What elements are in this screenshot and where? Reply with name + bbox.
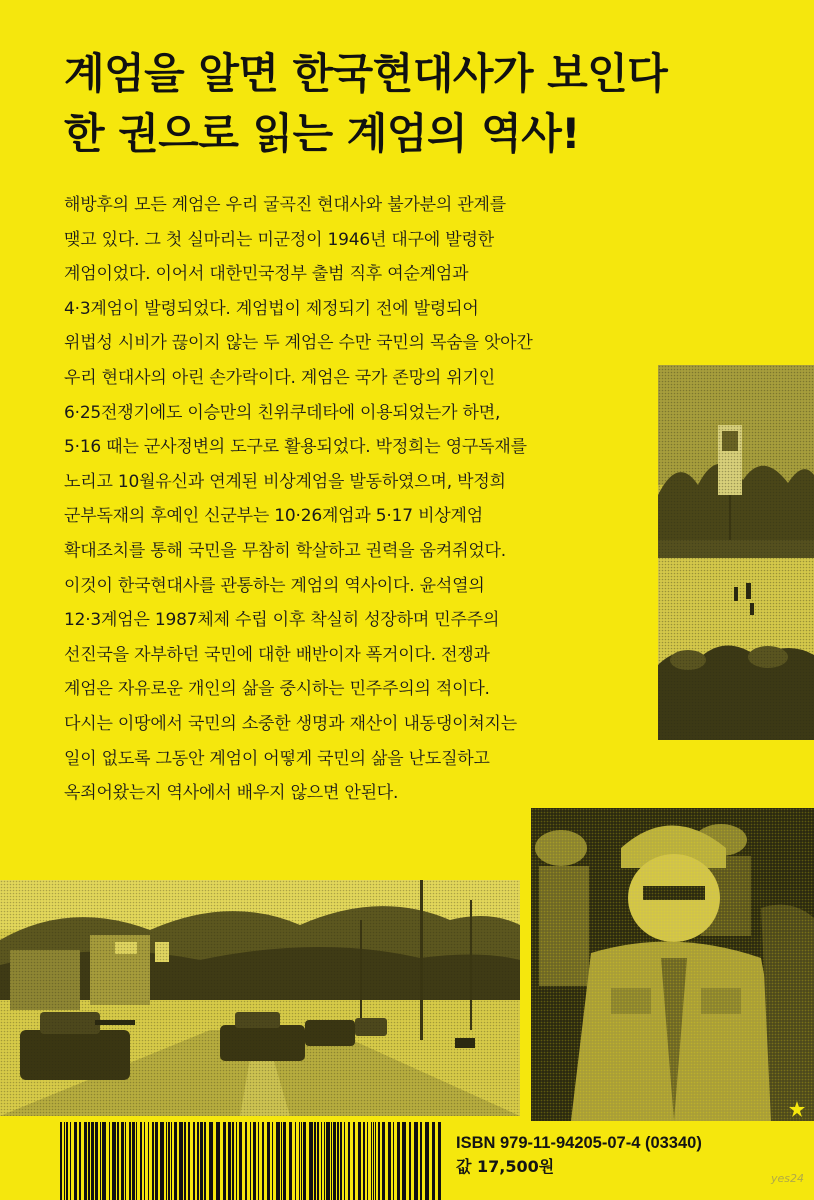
barcode-bar xyxy=(193,1122,195,1200)
barcode-bar xyxy=(420,1122,422,1200)
barcode-bar xyxy=(295,1122,296,1200)
body-line: 6·25전쟁기에도 이승만의 친위쿠데타에 이용되었는가 하면, xyxy=(64,402,501,423)
barcode-bar xyxy=(184,1122,186,1200)
barcode-bar xyxy=(353,1122,355,1200)
barcode-bar xyxy=(326,1122,330,1200)
barcode-bar xyxy=(388,1122,391,1200)
barcode xyxy=(56,1122,446,1200)
barcode-bar xyxy=(188,1122,190,1200)
body-line: 다시는 이땅에서 국민의 소중한 생명과 재산이 내동댕이쳐지는 xyxy=(64,713,517,734)
price-label: 값 17,500원 xyxy=(456,1157,555,1176)
barcode-bar xyxy=(348,1122,350,1200)
barcode-bar xyxy=(200,1122,203,1200)
barcode-bar xyxy=(112,1122,116,1200)
body-line: 이것이 한국현대사를 관통하는 계엄의 역사이다. 윤석열의 xyxy=(64,575,485,596)
barcode-bar xyxy=(171,1122,172,1200)
barcode-bar xyxy=(232,1122,234,1200)
barcode-bar xyxy=(250,1122,251,1200)
barcode-bar xyxy=(393,1122,394,1200)
barcode-bar xyxy=(324,1122,325,1200)
barcode-bar xyxy=(152,1122,154,1200)
barcode-bar xyxy=(289,1122,292,1200)
barcode-bar xyxy=(382,1122,385,1200)
barcode-bar xyxy=(245,1122,247,1200)
barcode-bar xyxy=(340,1122,342,1200)
barcode-bar xyxy=(371,1122,372,1200)
barcode-bar xyxy=(301,1122,302,1200)
body-line: 선진국을 자부하던 국민에 대한 배반이자 폭거이다. 전쟁과 xyxy=(64,644,490,665)
barcode-bar xyxy=(397,1122,400,1200)
barcode-bar xyxy=(331,1122,332,1200)
tanks-photo xyxy=(0,880,520,1116)
barcode-bar xyxy=(136,1122,137,1200)
barcode-bar xyxy=(303,1122,306,1200)
barcode-bar xyxy=(64,1122,65,1200)
barcode-bar xyxy=(438,1122,441,1200)
barcode-bar xyxy=(148,1122,149,1200)
barcode-bar xyxy=(321,1122,322,1200)
body-line: 5·16 때는 군사정변의 도구로 활용되었다. 박정희는 영구독재를 xyxy=(64,437,527,458)
barcode-bar xyxy=(337,1122,339,1200)
barcode-bar xyxy=(95,1122,98,1200)
body-line: 일이 없도록 그동안 계엄이 어떻게 국민의 삶을 난도질하고 xyxy=(64,748,490,769)
barcode-bar xyxy=(276,1122,280,1200)
barcode-bar xyxy=(344,1122,345,1200)
rally-photo xyxy=(658,365,814,740)
barcode-bar xyxy=(204,1122,206,1200)
body-line: 맺고 있다. 그 첫 실마리는 미군정이 1946년 대구에 발령한 xyxy=(64,229,494,250)
barcode-bar xyxy=(358,1122,361,1200)
barcode-bar xyxy=(299,1122,300,1200)
body-line: 계엄은 자유로운 개인의 삶을 중시하는 민주주의의 적이다. xyxy=(64,679,490,700)
barcode-bar xyxy=(102,1122,106,1200)
headline-line-1: 계엄을 알면 한국현대사가 보인다 xyxy=(64,49,668,98)
body-line: 노리고 10월유신과 연계된 비상계엄을 발동하였으며, 박정희 xyxy=(64,471,506,492)
barcode-bar xyxy=(253,1122,256,1200)
barcode-bar xyxy=(140,1122,142,1200)
barcode-bar xyxy=(228,1122,231,1200)
barcode-bar xyxy=(209,1122,213,1200)
body-line: 확대조치를 통해 국민을 무참히 학살하고 권력을 움켜쥐었다. xyxy=(64,540,506,561)
barcode-bar xyxy=(125,1122,126,1200)
headline-line-2: 한 권으로 읽는 계엄의 역사! xyxy=(64,109,580,158)
barcode-bar xyxy=(239,1122,242,1200)
barcode-bar xyxy=(74,1122,77,1200)
barcode-bar xyxy=(84,1122,87,1200)
watermark: yes24 xyxy=(770,1172,804,1185)
barcode-bar xyxy=(179,1122,183,1200)
barcode-bar xyxy=(174,1122,177,1200)
body-line: 12·3계엄은 1987체제 수립 이후 착실히 성장하며 민주주의 xyxy=(64,610,500,631)
barcode-bar xyxy=(281,1122,282,1200)
barcode-bar xyxy=(267,1122,270,1200)
barcode-bar xyxy=(425,1122,429,1200)
barcode-bar xyxy=(432,1122,435,1200)
barcode-bar xyxy=(414,1122,418,1200)
barcode-bar xyxy=(197,1122,199,1200)
barcode-bar xyxy=(129,1122,131,1200)
body-line: 군부독재의 후예인 신군부는 10·26계엄과 5·17 비상계엄 xyxy=(64,506,483,527)
barcode-bar xyxy=(121,1122,124,1200)
barcode-bar xyxy=(333,1122,336,1200)
barcode-bar xyxy=(375,1122,376,1200)
barcode-bar xyxy=(283,1122,286,1200)
barcode-bar xyxy=(166,1122,167,1200)
barcode-bar xyxy=(155,1122,158,1200)
barcode-bar xyxy=(373,1122,374,1200)
barcode-bar xyxy=(100,1122,101,1200)
body-line: 우리 현대사의 아린 손가락이다. 계엄은 국가 존망의 위기인 xyxy=(64,367,495,388)
barcode-bar xyxy=(402,1122,406,1200)
barcode-bar xyxy=(409,1122,411,1200)
headline xyxy=(64,44,764,164)
barcode-bar xyxy=(367,1122,368,1200)
body-line: 4·3계엄이 발령되었다. 계엄법이 제정되기 전에 발령되어 xyxy=(64,298,479,319)
barcode-bar xyxy=(262,1122,264,1200)
barcode-bar xyxy=(378,1122,380,1200)
body-line: 위법성 시비가 끊이지 않는 두 계엄은 수만 국민의 목숨을 앗아간 xyxy=(64,333,533,354)
barcode-bar xyxy=(66,1122,68,1200)
barcode-bar xyxy=(160,1122,164,1200)
barcode-bar xyxy=(223,1122,226,1200)
soldiers-photo xyxy=(531,808,814,1121)
barcode-bar xyxy=(216,1122,220,1200)
barcode-bar xyxy=(70,1122,71,1200)
barcode-bar xyxy=(117,1122,119,1200)
barcode-bar xyxy=(317,1122,319,1200)
barcode-bar xyxy=(314,1122,316,1200)
barcode-bar xyxy=(168,1122,170,1200)
barcode-bar xyxy=(109,1122,110,1200)
body-line: 해방후의 모든 계엄은 우리 굴곡진 현대사와 불가분의 관계를 xyxy=(64,195,506,215)
barcode-bar xyxy=(309,1122,313,1200)
barcode-bar xyxy=(91,1122,94,1200)
body-line: 옥죄어왔는지 역사에서 배우지 않으면 안된다. xyxy=(64,783,399,804)
barcode-bar xyxy=(88,1122,90,1200)
body-line: 계엄이었다. 이어서 대한민국정부 출범 직후 여순계엄과 xyxy=(64,264,469,285)
barcode-bar xyxy=(258,1122,259,1200)
barcode-bar xyxy=(363,1122,365,1200)
barcode-bar xyxy=(60,1122,62,1200)
barcode-bar xyxy=(272,1122,273,1200)
barcode-bar xyxy=(236,1122,237,1200)
barcode-bar xyxy=(79,1122,81,1200)
barcode-bar xyxy=(132,1122,135,1200)
barcode-bar xyxy=(144,1122,145,1200)
isbn-label: ISBN 979-11-94205-07-4 (03340) xyxy=(456,1134,702,1152)
